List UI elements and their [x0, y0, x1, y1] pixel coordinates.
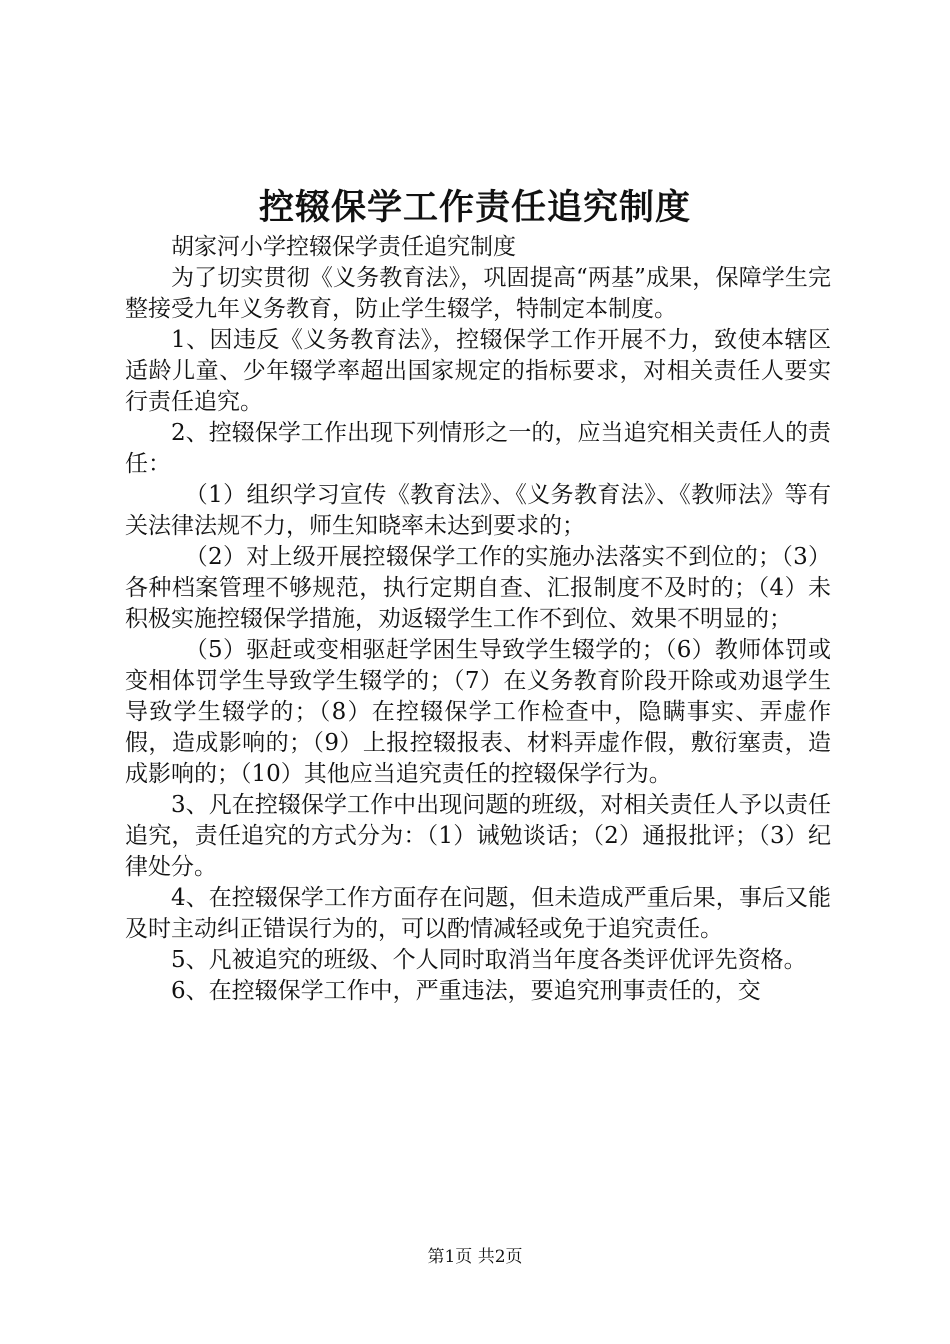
paragraph-item-2: 2、控辍保学工作出现下列情形之一的，应当追究相关责任人的责任： [125, 420, 831, 477]
paragraph-subtitle: 胡家河小学控辍保学责任追究制度 [171, 234, 516, 260]
paragraph-item-2-sub-2: （2）对上级开展控辍保学工作的实施办法落实不到位的；（3）各种档案管理不够规范，执行定期自查、汇报制度不及时的；（4）未积极实施控辍保学措施，劝返辍学生工作不到位、效果不明显的； [125, 544, 831, 632]
paragraph-item-2-sub-1: （1）组织学习宣传《教育法》、《义务教育法》、《教师法》等有关法律法规不力，师生知晓率未达到要求的； [125, 482, 831, 539]
paragraph-item-2-sub-5: （5）驱赶或变相驱赶学困生导致学生辍学的；（6）教师体罚或变相体罚学生导致学生辍学的；（7）在义务教育阶段开除或劝退学生导致学生辍学的；（8）在控辍保学工作检查中，隐瞒事实、弄虚作假，造成影响的；（9）上报控辍报表、材料弄虚作假，敷衍塞责，造成影响的；（10）其他应当追究责任的控辍保学行为。 [125, 637, 831, 787]
paragraph-item-4: 4、在控辍保学工作方面存在问题，但未造成严重后果，事后又能及时主动纠正错误行为的，可以酌情减轻或免于追究责任。 [125, 885, 831, 942]
paragraph-item-3: 3、凡在控辍保学工作中出现问题的班级，对相关责任人予以责任追究，责任追究的方式分为：（1）诫勉谈话；（2）通报批评；（3）纪律处分。 [125, 792, 831, 880]
paragraph-item-1: 1、因违反《义务教育法》，控辍保学工作开展不力，致使本辖区适龄儿童、少年辍学率超出国家规定的指标要求，对相关责任人要实行责任追究。 [125, 327, 831, 415]
page-footer: 第1页 共2页 [427, 1247, 523, 1267]
paragraph-item-5: 5、凡被追究的班级、个人同时取消当年度各类评优评先资格。 [171, 947, 807, 973]
paragraph-intro: 为了切实贯彻《义务教育法》，巩固提高“两基”成果，保障学生完整接受九年义务教育，防止学生辍学，特制定本制度。 [125, 265, 831, 322]
document-title: 控辍保学工作责任追究制度 [258, 187, 691, 228]
document-body [125, 232, 831, 1007]
paragraph-item-6: 6、在控辍保学工作中，严重违法，要追究刑事责任的，交 [171, 978, 761, 1004]
